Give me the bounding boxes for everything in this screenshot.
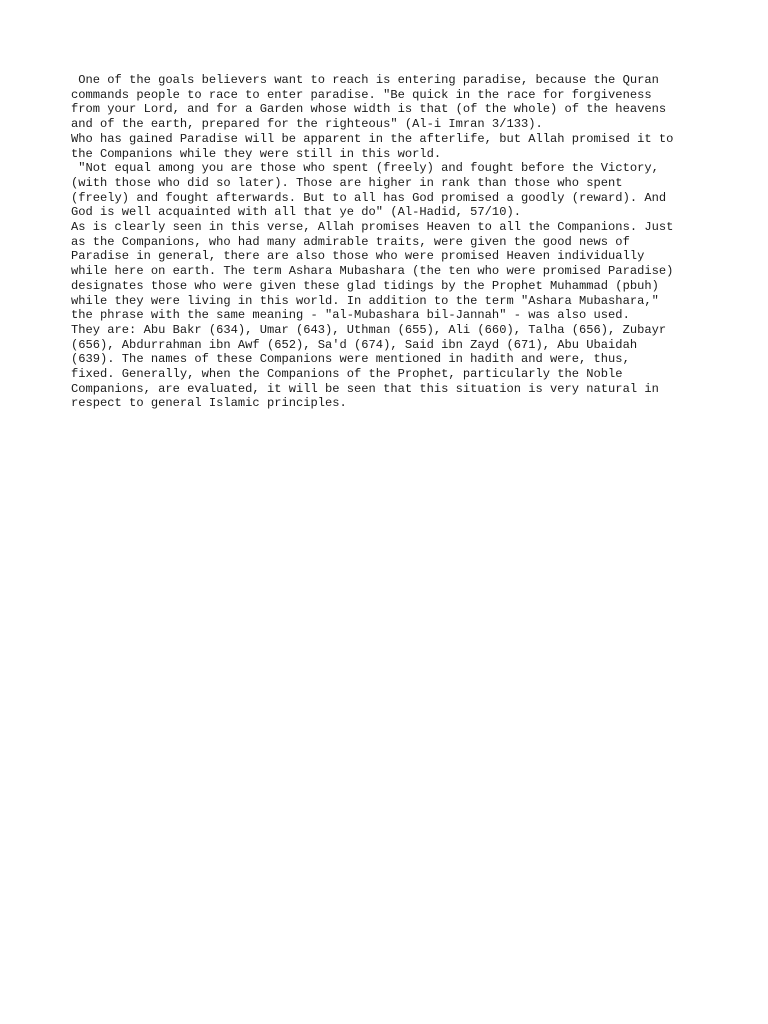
paragraph-verse-quote: "Not equal among you are those who spent (freely) and fought before the Victory, (with those who did so later). Those are higher in rank than those who spent (freely) and fought afterwards. But to all has God promised a goodly (reward). And God is well acquainted with all that ye do" (Al-Hadid, 57/10). (71, 161, 667, 220)
paragraph-companions-list: They are: Abu Bakr (634), Umar (643), Uthman (655), Ali (660), Talha (656), Zubayr (656), Abdurrahman ibn Awf (652), Sa'd (674), Said ibn Zayd (671), Abu Ubaidah (639). The names of these Companions were mentioned in hadith and were, thus, fixed. Generally, when the Companions of the Prophet, particularly the Noble Companions, are evaluated, it will be seen that this situation is very natural in respect to general Islamic principles. (71, 322, 667, 411)
paragraph-afterlife: Who has gained Paradise will be apparent in the afterlife, but Allah promised it to the Companions while they were still in this world. (71, 131, 674, 161)
document-body (71, 73, 711, 411)
paragraph-ashara-mubashara: As is clearly seen in this verse, Allah promises Heaven to all the Companions. Just as the Companions, who had many admirable traits, were given the good news of Paradise in general, there are also those who were promised Heaven individually while here on earth. The term Ashara Mubashara (the ten who were promised Paradise) designates those who were given these glad tidings by the Prophet Muhammad (pbuh) while they were living in this world. In addition to the term "Ashara Mubashara," the phrase with the same meaning - "al-Mubashara bil-Jannah" - was also used. (71, 220, 674, 323)
paragraph-intro: One of the goals believers want to reach is entering paradise, because the Quran commands people to race to enter paradise. "Be quick in the race for forgiveness from your Lord, and for a Garden whose width is that (of the whole) of the heavens and of the earth, prepared for the righteous" (Al-i Imran 3/133). (71, 73, 667, 132)
